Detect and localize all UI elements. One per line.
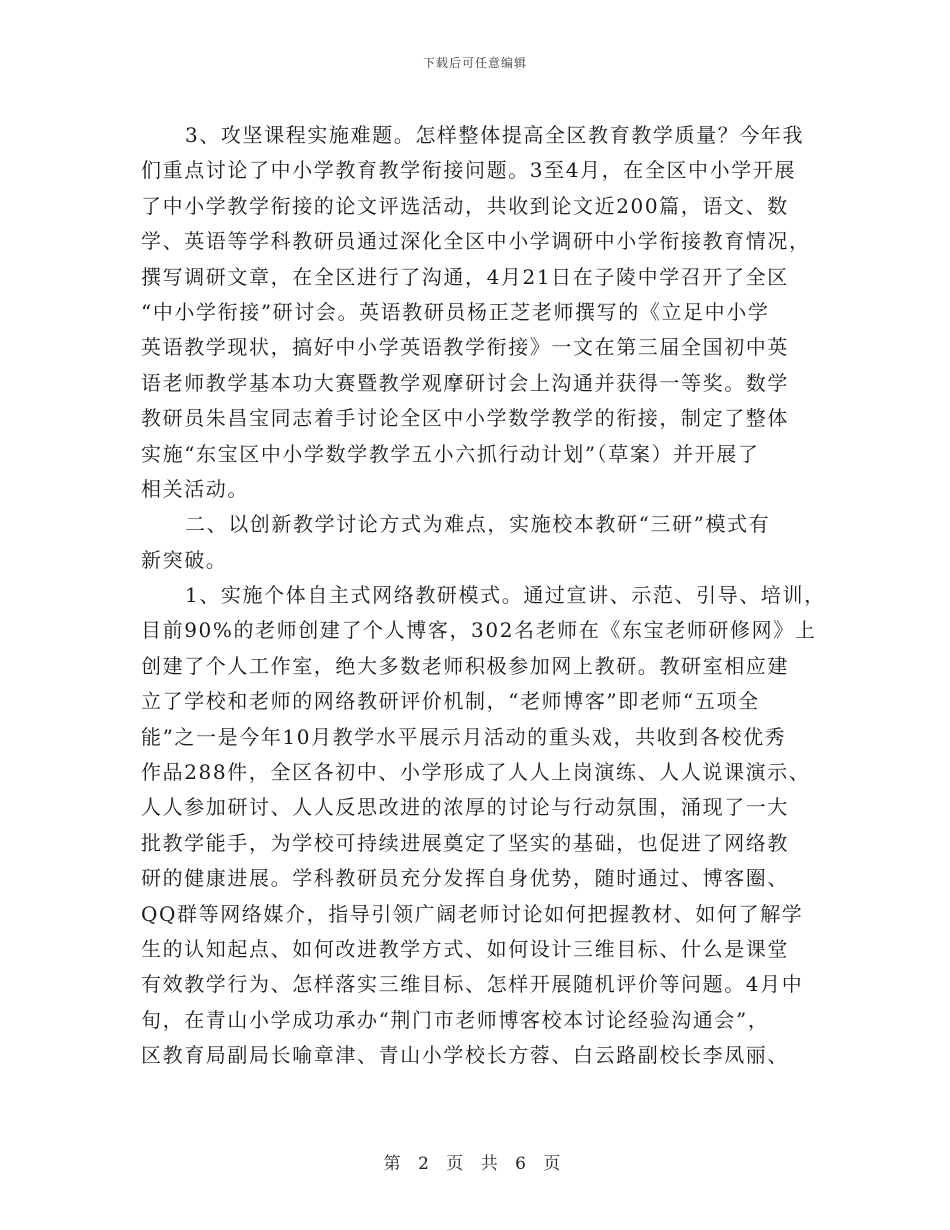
text-line: 3、攻坚课程实施难题。怎样整体提高全区教育教学质量？今年我 [185,123,805,147]
text-line: 有效教学行为、怎样落实三维目标、怎样开展随机评价等问题。4月中 [141,972,804,997]
page-header: 下载后可任意编辑 [422,56,527,70]
text-line: 撰写调研文章，在全区进行了沟通，4月21日在子陵中学召开了全区 [141,264,789,289]
text-line: QQ群等网络媒介，指导引领广阔老师讨论如何把握教材、如何了解学 [141,901,804,926]
text-line: 1、实施个体自主式网络教研模式。通过宣讲、示范、引导、培训， [185,583,826,608]
text-line: “中小学衔接”研讨会。英语教研员杨正芝老师撰写的《立足中小学 [141,299,770,324]
text-line: 作品288件，全区各初中、小学形成了人人上岗演练、人人说课演示、 [141,760,811,785]
text-line: 英语教学现状，搞好中小学英语教学衔接》一文在第三届全国初中英 [141,335,789,360]
text-line: 批教学能手，为学校可持续进展奠定了坚实的基础，也促进了网络教 [141,830,789,855]
text-line: 人人参加研讨、人人反思改进的浓厚的讨论与行动氛围，涌现了一大 [141,795,789,820]
text-line: 相关活动。 [141,476,249,501]
text-line: 了中小学教学衔接的论文评选活动，共收到论文近200篇，语文、数 [141,193,789,218]
page-number: 第 2 页 共 6 页 [383,1154,567,1174]
text-line: 语老师教学基本功大赛暨教学观摩研讨会上沟通并获得一等奖。数学 [141,370,789,395]
text-line: 教研员朱昌宝同志着手讨论全区中小学数学教学的衔接，制定了整体 [141,406,789,431]
text-line: 能”之一是今年10月教学水平展示月活动的重头戏，共收到各校优秀 [141,724,787,749]
text-line: 创建了个人工作室，绝大多数老师积极参加网上教研。教研室相应建 [141,653,789,678]
text-line: 目前90%的老师创建了个人博客，302名老师在《东宝老师研修网》上 [141,618,817,643]
text-line: 研的健康进展。学科教研员充分发挥自身优势，随时通过、博客圈、 [141,866,789,891]
document-body [141,118,826,1074]
text-line: 区教育局副局长喻章津、青山小学校长方蓉、白云路副校长李凤丽、 [141,1043,789,1068]
text-line: 立了学校和老师的网络教研评价机制，“老师博客”即老师“五项全 [141,689,760,714]
text-line: 们重点讨论了中小学教育教学衔接问题。3至4月，在全区中小学开展 [141,158,797,183]
text-line: 新突破。 [141,547,228,572]
text-line: 二、以创新教学讨论方式为难点，实施校本教研“三研”模式有 [185,512,771,537]
text-line: 旬，在青山小学成功承办“荆门市老师博客校本讨论经验沟通会”， [141,1007,770,1032]
text-line: 生的认知起点、如何改进教学方式、如何设计三维目标、什么是课堂 [141,936,789,961]
text-line: 实施“东宝区中小学数学教学五小六抓行动计划”（草案）并开展了 [141,441,760,466]
text-line: 学、英语等学科教研员通过深化全区中小学调研中小学衔接教育情况， [141,229,811,254]
